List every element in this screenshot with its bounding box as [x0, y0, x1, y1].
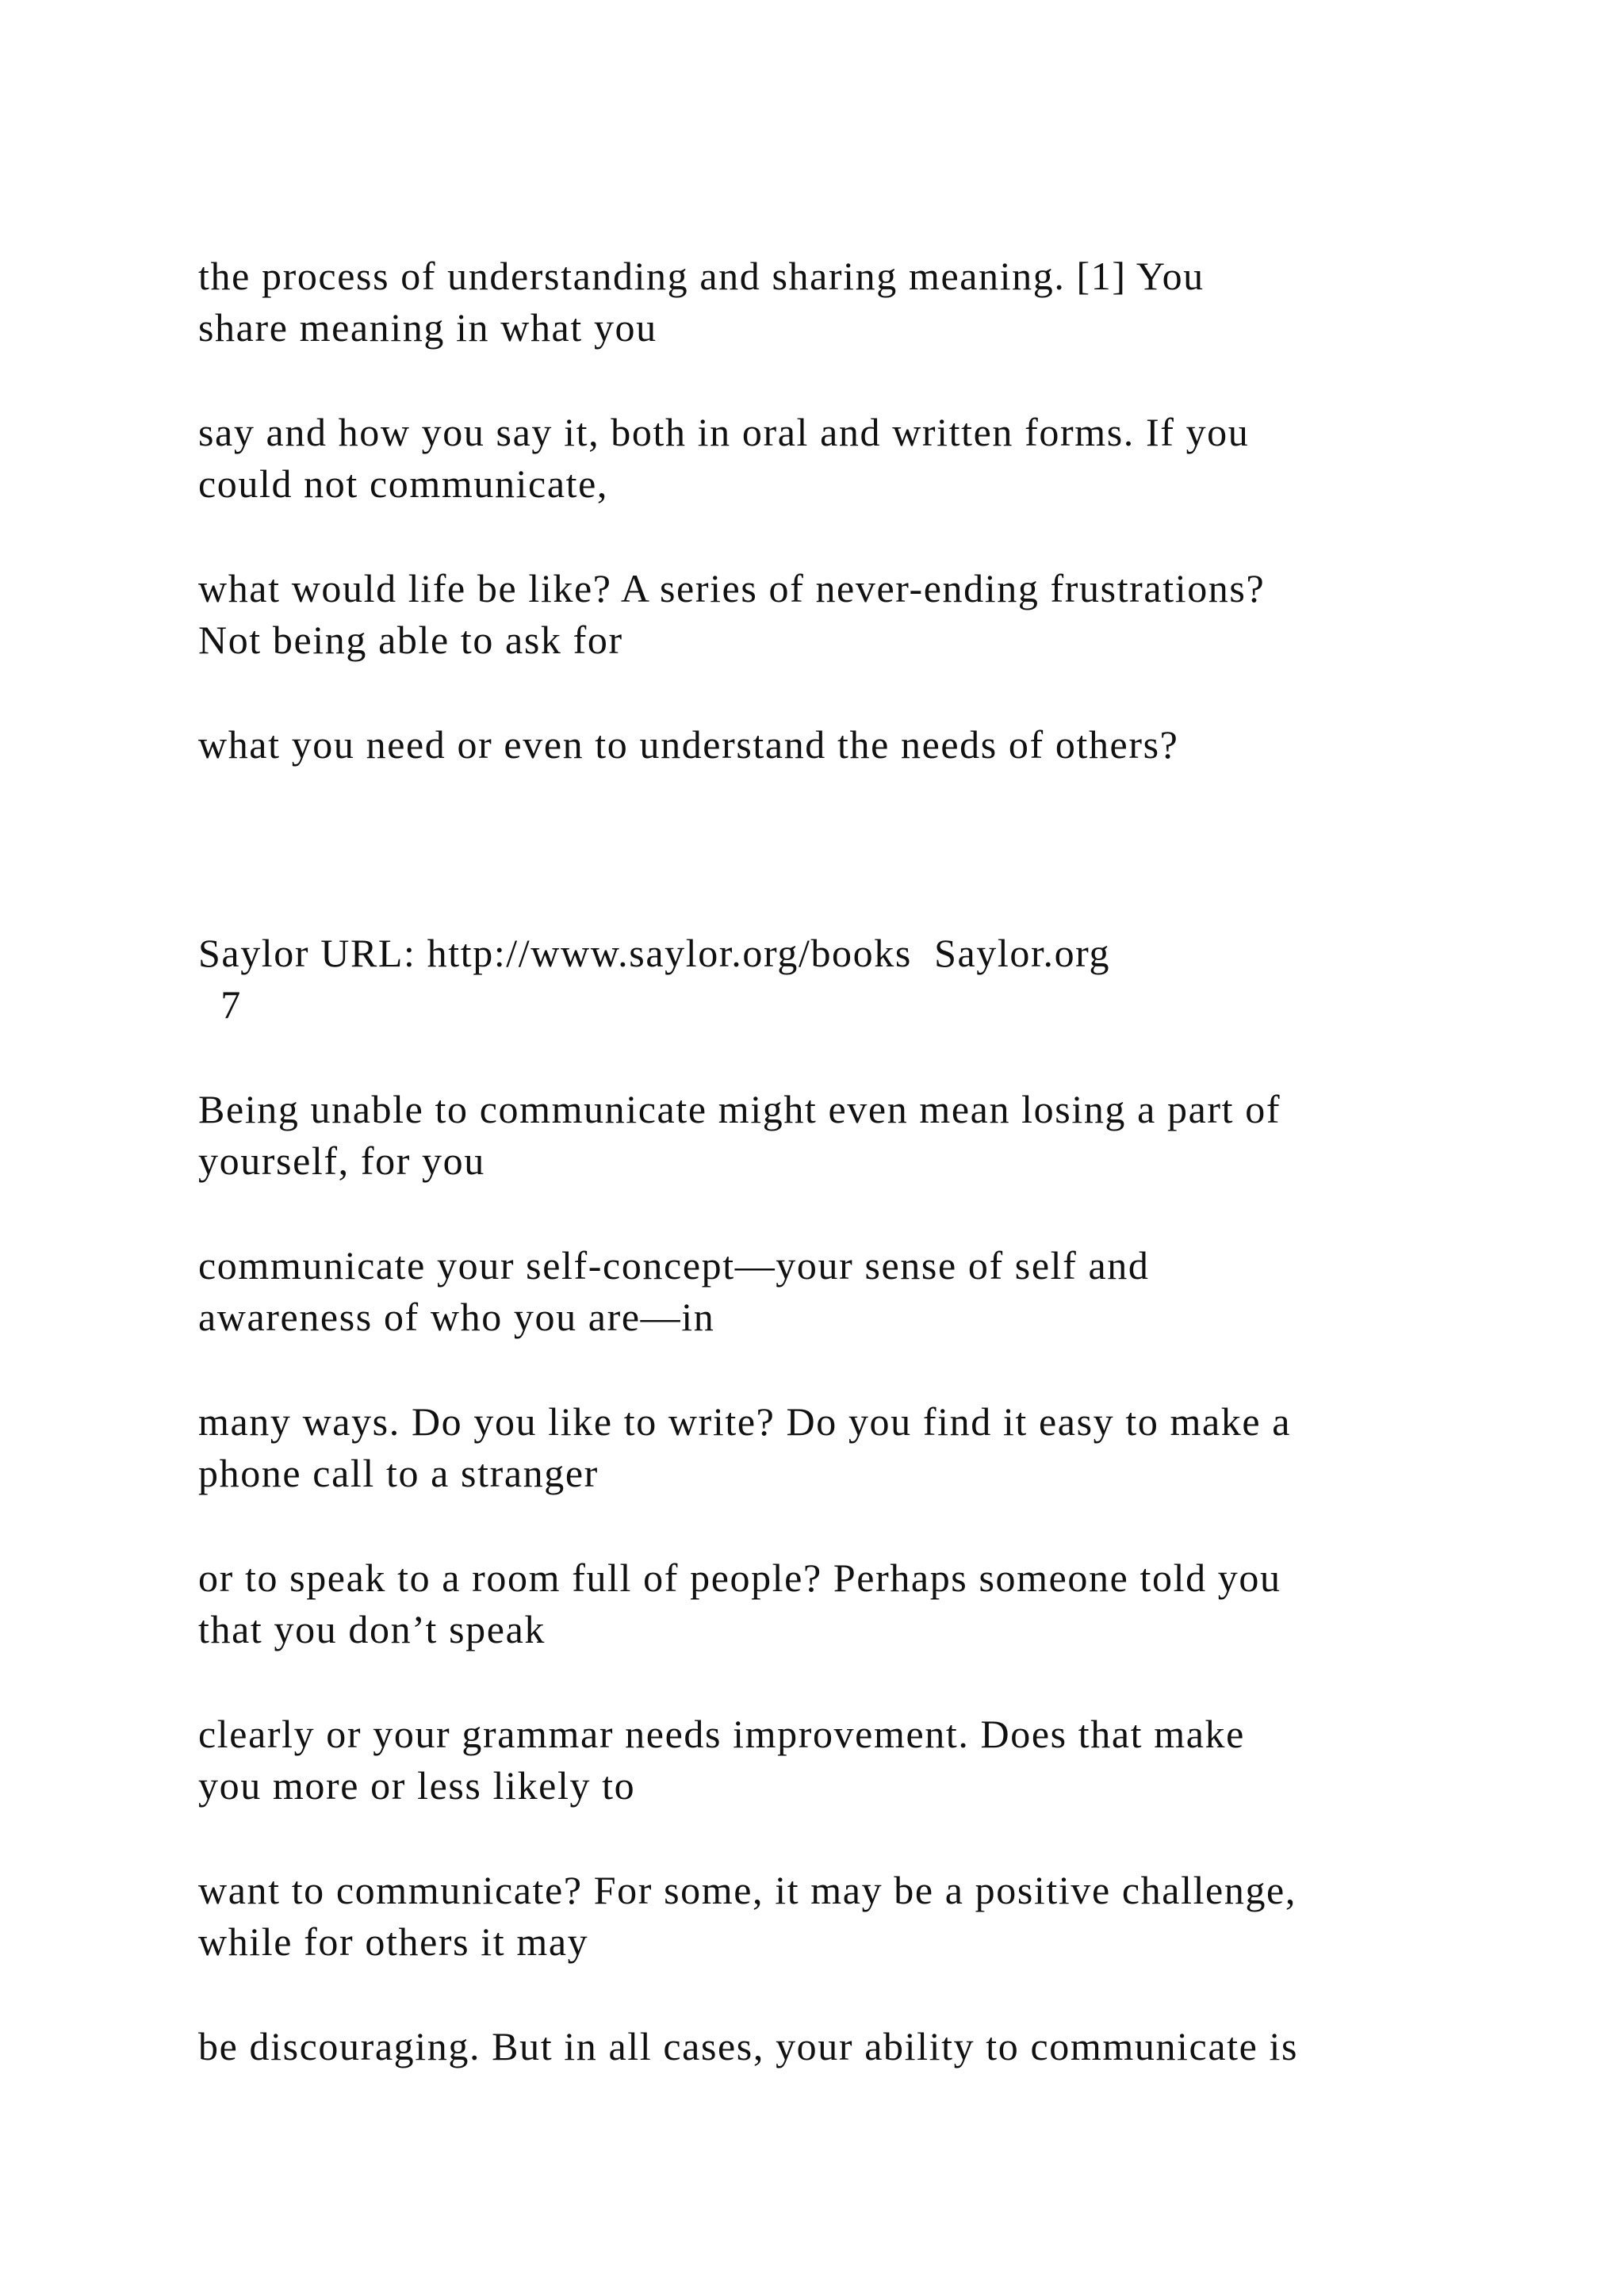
- text-line: say and how you say it, both in oral and written forms. If you: [198, 410, 1250, 454]
- text-line: the process of understanding and sharing meaning. [1] You: [198, 254, 1205, 298]
- text-line: what would life be like? A series of never-ending frustrations?: [198, 566, 1266, 610]
- text-line: Being unable to communicate might even mean losing a part of: [198, 1087, 1281, 1131]
- text-line: Not being able to ask for: [198, 618, 623, 662]
- text-line: while for others it may: [198, 1919, 589, 1964]
- text-line: what you need or even to understand the needs of others?: [198, 722, 1179, 767]
- text-line: yourself, for you: [198, 1138, 485, 1183]
- text-line: could not communicate,: [198, 461, 609, 506]
- text-line: share meaning in what you: [198, 305, 657, 350]
- text-line: want to communicate? For some, it may be a positive challenge,: [198, 1868, 1297, 1912]
- page-number: 7: [198, 982, 242, 1027]
- text-line: clearly or your grammar needs improvement. Does that make: [198, 1712, 1245, 1756]
- text-line: many ways. Do you like to write? Do you find it easy to make a: [198, 1399, 1292, 1444]
- footer-source: Saylor URL: http://www.saylor.org/books Saylor.org: [198, 931, 1111, 975]
- text-line: be discouraging. But in all cases, your ability to communicate is: [198, 2024, 1299, 2068]
- text-line: phone call to a stranger: [198, 1451, 599, 1495]
- text-line: awareness of who you are—in: [198, 1295, 715, 1339]
- text-line: you more or less likely to: [198, 1763, 636, 1808]
- text-line: that you don’t speak: [198, 1607, 546, 1651]
- text-line: or to speak to a room full of people? Perhaps someone told you: [198, 1556, 1281, 1600]
- text-line: communicate your self-concept—your sense of self and: [198, 1243, 1150, 1288]
